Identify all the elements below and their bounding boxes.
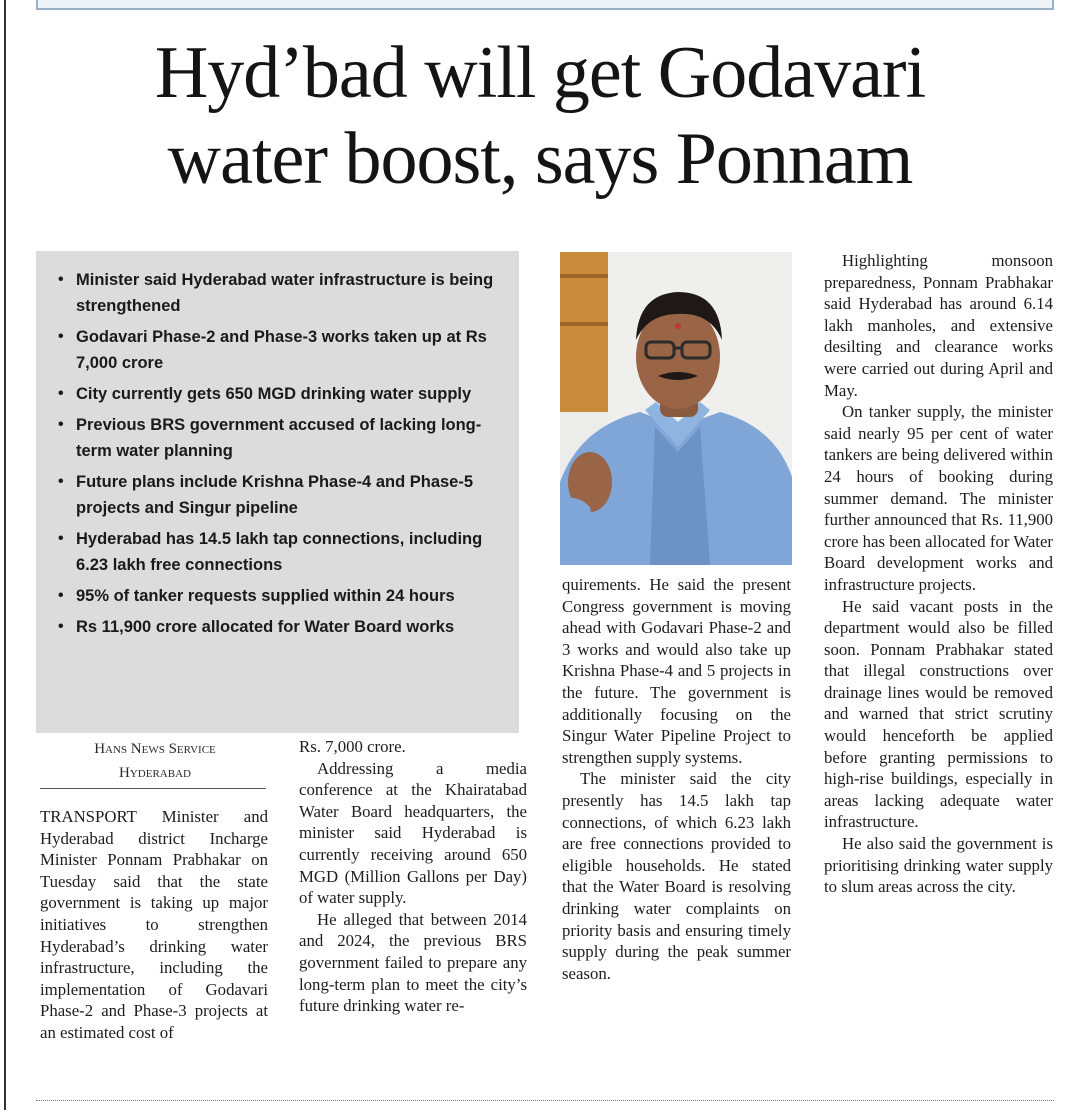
highlights-box bbox=[36, 251, 519, 733]
paragraph: He alleged that between 2014 and 2024, the previous BRS government failed to prepare any long-term plan to meet the city’s future drinking water re- bbox=[299, 909, 527, 1016]
highlight-item: • City currently gets 650 MGD drinking water supply bbox=[56, 381, 505, 407]
paragraph: The minister said the city presently has 14.5 lakh tap connections, of which 6.23 lakh are free connections provided to eligible households. He stated that the Water Board is resolving drinking water complaints on priority basis and ensuring timely supply during the peak summer season. bbox=[562, 769, 791, 983]
headline-line-2: water boost, says Ponnam bbox=[167, 118, 913, 200]
bottom-dotted-rule bbox=[36, 1100, 1054, 1101]
bullet-icon: • bbox=[58, 328, 64, 345]
bullet-icon: • bbox=[58, 271, 64, 288]
headline-line-1: Hyd’bad will get Godavari bbox=[154, 32, 926, 114]
highlight-item: • Rs 11,900 crore allocated for Water Board works bbox=[56, 614, 505, 640]
bullet-icon: • bbox=[58, 385, 64, 402]
highlight-item: • Godavari Phase-2 and Phase-3 works taken up at Rs 7,000 crore bbox=[56, 324, 505, 376]
portrait-illustration bbox=[560, 252, 792, 565]
article-column-3 bbox=[562, 574, 791, 984]
article-column-2 bbox=[299, 736, 527, 1017]
paragraph: TRANSPORT Minister and Hyderabad district Incharge Minister Ponnam Prabhakar on Tuesday said that the state government is taking up major initiatives to strengthen Hyderabad’s drinking water infrastructure, including the implementation of Godavari Phase-2 and Phase-3 projects at an estimated cost of bbox=[40, 807, 268, 1042]
paragraph: quirements. He said the present Congress government is moving ahead with Godavari Phase-2 and 3 works and would also take up Krishna Phase-4 and 5 projects in the future. The government is additionally focusing on the Singur Water Pipeline Project to strengthen supply systems. bbox=[562, 575, 791, 767]
left-column-rule bbox=[4, 0, 6, 1110]
bullet-icon: • bbox=[58, 530, 64, 547]
paragraph: He also said the government is prioritising drinking water supply to slum areas across the city. bbox=[824, 834, 1053, 897]
headline bbox=[20, 30, 1060, 202]
bullet-icon: • bbox=[58, 473, 64, 490]
bullet-icon: • bbox=[58, 618, 64, 635]
highlight-item: • 95% of tanker requests supplied within 24 hours bbox=[56, 583, 505, 609]
bullet-icon: • bbox=[58, 587, 64, 604]
byline-divider bbox=[40, 788, 266, 789]
highlight-item: • Hyderabad has 14.5 lakh tap connections, including 6.23 lakh free connections bbox=[56, 526, 505, 578]
wood-panel-shade bbox=[560, 322, 608, 326]
minister-photo bbox=[560, 252, 792, 565]
article-column-4 bbox=[824, 250, 1053, 898]
paragraph: Highlighting monsoon preparedness, Ponnam Prabhakar said Hyderabad has around 6.14 lakh manholes, and extensive desilting and clearance works were carried out during April and May. bbox=[824, 251, 1053, 400]
paragraph: Rs. 7,000 crore. bbox=[299, 737, 406, 756]
highlight-item: • Future plans include Krishna Phase-4 and Phase-5 projects and Singur pipeline bbox=[56, 469, 505, 521]
bullet-icon: • bbox=[58, 416, 64, 433]
paragraph: On tanker supply, the minister said nearly 95 per cent of water tankers are being delivered within 24 hours of booking during summer demand. The minister further announced that Rs. 11,900 crore has been allocated for Water Board development works and infrastructure projects. bbox=[824, 402, 1053, 594]
byline-location: Hyderabad bbox=[119, 765, 191, 781]
top-adjacent-article-box bbox=[36, 0, 1054, 10]
wood-panel-shade bbox=[560, 274, 608, 278]
highlight-item: • Minister said Hyderabad water infrastructure is being strengthened bbox=[56, 267, 505, 319]
byline-agency: Hans News Service bbox=[94, 741, 216, 757]
byline bbox=[40, 737, 270, 785]
highlight-item: • Previous BRS government accused of lacking long-term water planning bbox=[56, 412, 505, 464]
paragraph: Addressing a media conference at the Khairatabad Water Board headquarters, the minister said Hyderabad is currently receiving around 650 MGD (Million Gallons per Day) of water supply. bbox=[299, 758, 527, 908]
paragraph: He said vacant posts in the department would also be filled soon. Ponnam Prabhakar stated that illegal constructions over drainage lines would be removed and warned that strict scrutiny would henceforth be applied before granting permissions to high-rise buildings, especially in areas lacking adequate water infrastructure. bbox=[824, 596, 1053, 832]
tilak bbox=[675, 323, 681, 329]
article-column-1 bbox=[40, 806, 268, 1044]
